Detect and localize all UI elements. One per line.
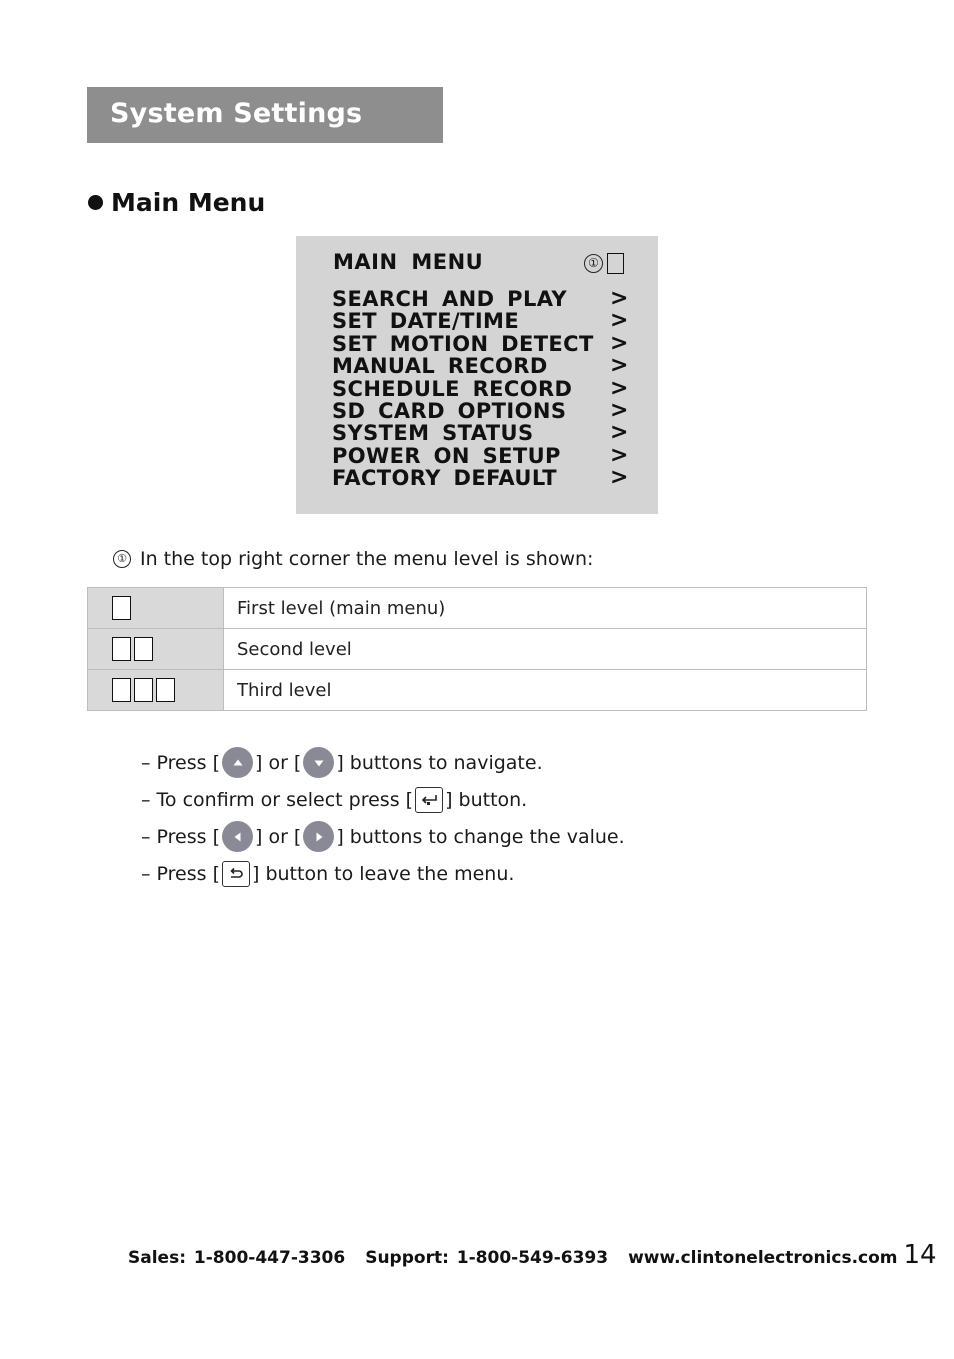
enter-button-icon [415, 787, 443, 813]
table-row [88, 588, 867, 629]
return-button-icon [222, 861, 250, 887]
instruction-text: – Press [ [141, 825, 220, 848]
level-square-icon [112, 637, 131, 661]
osd-menu-item-label: POWER ON SETUP [332, 443, 561, 468]
level-square-icon [134, 637, 153, 661]
submenu-arrow-icon: > [610, 420, 629, 446]
level-icon-cell [88, 629, 224, 670]
submenu-arrow-icon: > [610, 353, 629, 379]
osd-menu-item-label: MANUAL RECORD [332, 354, 548, 379]
osd-menu-item [332, 375, 632, 401]
submenu-arrow-icon: > [610, 465, 629, 491]
callout-marker: ① [113, 550, 131, 568]
osd-menu-list [332, 288, 632, 490]
level-description: Third level [224, 670, 867, 711]
level-square-icon [607, 253, 624, 274]
left-arrow-button-icon [222, 821, 253, 852]
up-arrow-button-icon [222, 747, 253, 778]
section-heading [88, 188, 265, 217]
level-description: First level (main menu) [224, 588, 867, 629]
instruction-confirm [141, 781, 625, 818]
instruction-text: ] or [ [255, 825, 302, 848]
instruction-text: ] buttons to change the value. [336, 825, 625, 848]
osd-main-menu-screen [296, 236, 658, 514]
osd-menu-item [332, 330, 632, 356]
osd-menu-item-label: SD CARD OPTIONS [332, 398, 567, 423]
level-square-icon [134, 678, 153, 702]
instruction-navigate [141, 744, 625, 781]
level-description: Second level [224, 629, 867, 670]
support-phone: Support: 1-800-549-6393 [365, 1248, 609, 1268]
osd-menu-item [332, 442, 632, 468]
instructions-list [141, 744, 625, 892]
osd-menu-item [332, 422, 632, 444]
osd-menu-item-label: SET MOTION DETECT [332, 331, 594, 356]
osd-menu-item-label: SET DATE/TIME [332, 309, 520, 334]
table-row [88, 670, 867, 711]
menu-level-note [113, 548, 593, 570]
website-link: www.clintonelectronics.com [628, 1248, 898, 1268]
osd-title: MAIN MENU [333, 250, 484, 274]
level-square-icon [112, 678, 131, 702]
instruction-text: – To confirm or select press [ [141, 788, 414, 811]
menu-level-table [87, 587, 867, 711]
osd-level-indicator [584, 253, 624, 274]
osd-menu-item [332, 310, 632, 332]
osd-menu-item [332, 355, 632, 377]
osd-menu-item-label: SYSTEM STATUS [332, 421, 534, 446]
level-icon-cell [88, 588, 224, 629]
page-number: 14 [903, 1240, 937, 1270]
note-text: In the top right corner the menu level is shown: [140, 548, 594, 570]
right-arrow-button-icon [303, 821, 334, 852]
instruction-text: ] buttons to navigate. [336, 751, 543, 774]
level-square-icon [112, 596, 131, 620]
instruction-text: ] button to leave the menu. [252, 862, 515, 885]
osd-menu-item [332, 288, 632, 310]
osd-menu-item [332, 467, 632, 489]
osd-menu-item-label: SEARCH AND PLAY [332, 287, 567, 311]
instruction-text: ] or [ [255, 751, 302, 774]
level-square-icon [156, 678, 175, 702]
submenu-arrow-icon: > [610, 375, 629, 401]
instruction-text: ] button. [445, 788, 528, 811]
level-icon-cell [88, 670, 224, 711]
section-banner [87, 87, 443, 143]
instruction-text: – Press [ [141, 751, 220, 774]
section-title: Main Menu [111, 188, 266, 217]
down-arrow-button-icon [303, 747, 334, 778]
submenu-arrow-icon: > [610, 442, 629, 468]
submenu-arrow-icon: > [610, 286, 629, 311]
callout-marker: ① [584, 254, 603, 273]
submenu-arrow-icon: > [610, 397, 629, 423]
page-footer [128, 1240, 937, 1270]
osd-menu-item-label: SCHEDULE RECORD [332, 376, 573, 401]
page-title: System Settings [110, 98, 363, 129]
sales-phone: Sales: 1-800-447-3306 [128, 1248, 346, 1268]
instruction-text: – Press [ [141, 862, 220, 885]
table-row [88, 629, 867, 670]
submenu-arrow-icon: > [610, 308, 629, 334]
bullet-icon [88, 195, 103, 210]
osd-menu-item-label: FACTORY DEFAULT [332, 466, 557, 491]
osd-menu-item [332, 397, 632, 423]
instruction-change-value [141, 818, 625, 855]
instruction-leave [141, 855, 625, 892]
submenu-arrow-icon: > [610, 330, 629, 356]
